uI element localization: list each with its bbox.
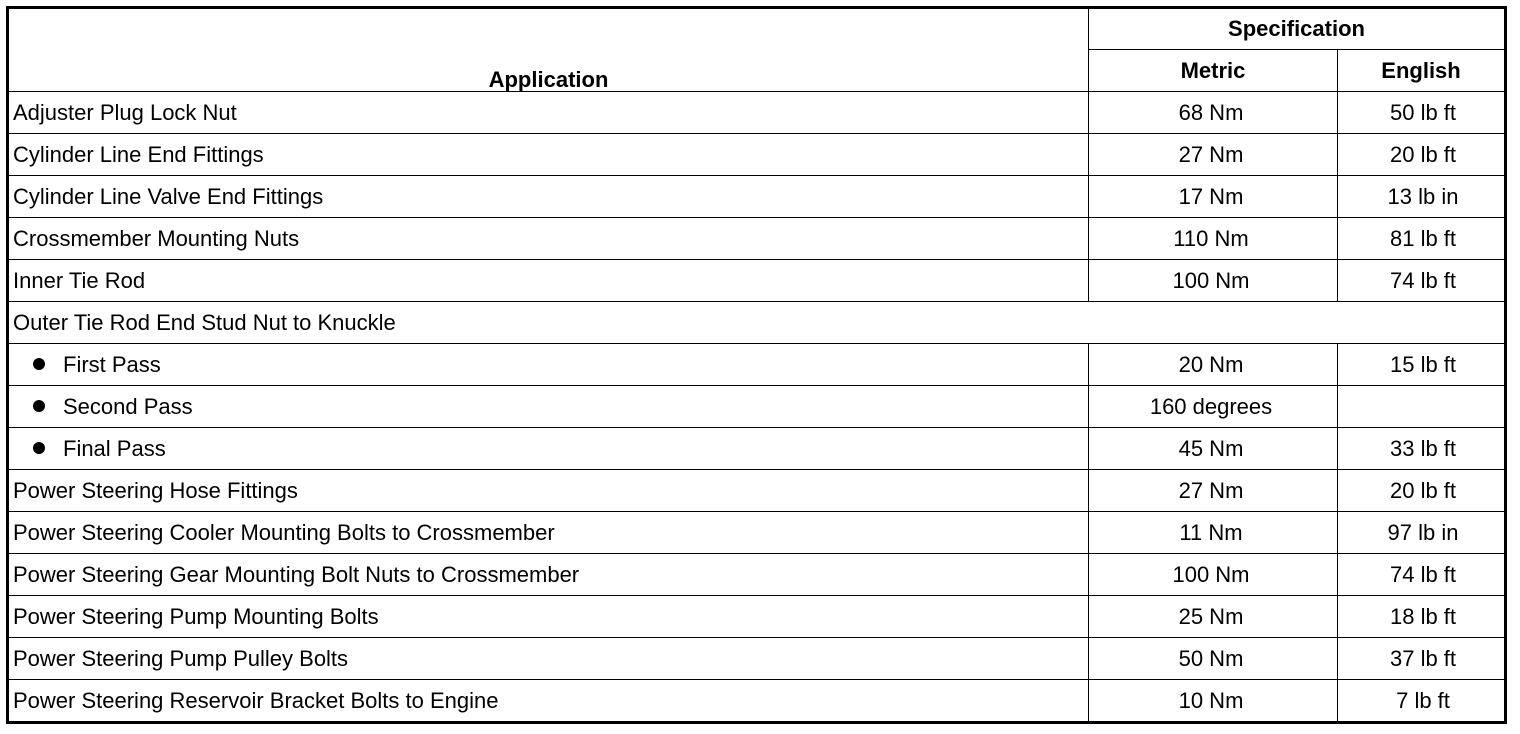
metric-cell: 20 Nm	[1089, 344, 1338, 386]
english-cell: 33 lb ft	[1338, 428, 1506, 470]
bullet-icon	[33, 358, 45, 370]
application-cell: Power Steering Hose Fittings	[8, 470, 1089, 512]
metric-cell: 27 Nm	[1089, 470, 1338, 512]
application-cell: Power Steering Pump Pulley Bolts	[8, 638, 1089, 680]
bullet-icon	[33, 400, 45, 412]
english-cell: 37 lb ft	[1338, 638, 1506, 680]
table-row	[8, 554, 1506, 596]
application-cell: Power Steering Cooler Mounting Bolts to Crossmember	[8, 512, 1089, 554]
table-row	[8, 428, 1506, 470]
application-cell	[8, 386, 1089, 428]
header-metric: Metric	[1089, 50, 1338, 92]
application-label: First Pass	[63, 351, 161, 377]
group-heading-cell: Outer Tie Rod End Stud Nut to Knuckle	[8, 302, 1506, 344]
table-row	[8, 680, 1506, 723]
table-row	[8, 638, 1506, 680]
application-cell: Power Steering Pump Mounting Bolts	[8, 596, 1089, 638]
application-cell: Crossmember Mounting Nuts	[8, 218, 1089, 260]
metric-cell: 50 Nm	[1089, 638, 1338, 680]
metric-cell: 17 Nm	[1089, 176, 1338, 218]
table-row	[8, 512, 1506, 554]
application-cell	[8, 344, 1089, 386]
table-row	[8, 260, 1506, 302]
english-cell	[1338, 386, 1506, 428]
table-row	[8, 386, 1506, 428]
application-label: Second Pass	[63, 393, 193, 419]
english-cell: 81 lb ft	[1338, 218, 1506, 260]
application-cell: Inner Tie Rod	[8, 260, 1089, 302]
table-row	[8, 134, 1506, 176]
application-cell: Cylinder Line End Fittings	[8, 134, 1089, 176]
application-cell: Cylinder Line Valve End Fittings	[8, 176, 1089, 218]
english-cell: 20 lb ft	[1338, 134, 1506, 176]
metric-cell: 100 Nm	[1089, 260, 1338, 302]
english-cell: 13 lb in	[1338, 176, 1506, 218]
application-cell: Power Steering Gear Mounting Bolt Nuts to Crossmember	[8, 554, 1089, 596]
metric-cell: 10 Nm	[1089, 680, 1338, 723]
application-cell: Power Steering Reservoir Bracket Bolts to Engine	[8, 680, 1089, 723]
bullet-icon	[33, 442, 45, 454]
metric-cell: 160 degrees	[1089, 386, 1338, 428]
english-cell: 50 lb ft	[1338, 92, 1506, 134]
table-row	[8, 470, 1506, 512]
english-cell: 74 lb ft	[1338, 554, 1506, 596]
application-label: Final Pass	[63, 435, 166, 461]
header-english: English	[1338, 50, 1506, 92]
metric-cell: 68 Nm	[1089, 92, 1338, 134]
table-row	[8, 176, 1506, 218]
table-row	[8, 92, 1506, 134]
english-cell: 18 lb ft	[1338, 596, 1506, 638]
table-row-group-heading	[8, 302, 1506, 344]
header-specification: Specification	[1089, 8, 1506, 50]
application-cell	[8, 428, 1089, 470]
table-row	[8, 218, 1506, 260]
metric-cell: 11 Nm	[1089, 512, 1338, 554]
english-cell: 7 lb ft	[1338, 680, 1506, 723]
english-cell: 15 lb ft	[1338, 344, 1506, 386]
table-row	[8, 344, 1506, 386]
metric-cell: 25 Nm	[1089, 596, 1338, 638]
application-cell: Adjuster Plug Lock Nut	[8, 92, 1089, 134]
table-row	[8, 596, 1506, 638]
torque-spec-table	[6, 6, 1507, 724]
metric-cell: 45 Nm	[1089, 428, 1338, 470]
metric-cell: 27 Nm	[1089, 134, 1338, 176]
english-cell: 97 lb in	[1338, 512, 1506, 554]
metric-cell: 100 Nm	[1089, 554, 1338, 596]
english-cell: 74 lb ft	[1338, 260, 1506, 302]
metric-cell: 110 Nm	[1089, 218, 1338, 260]
english-cell: 20 lb ft	[1338, 470, 1506, 512]
header-application: Application	[8, 8, 1089, 92]
